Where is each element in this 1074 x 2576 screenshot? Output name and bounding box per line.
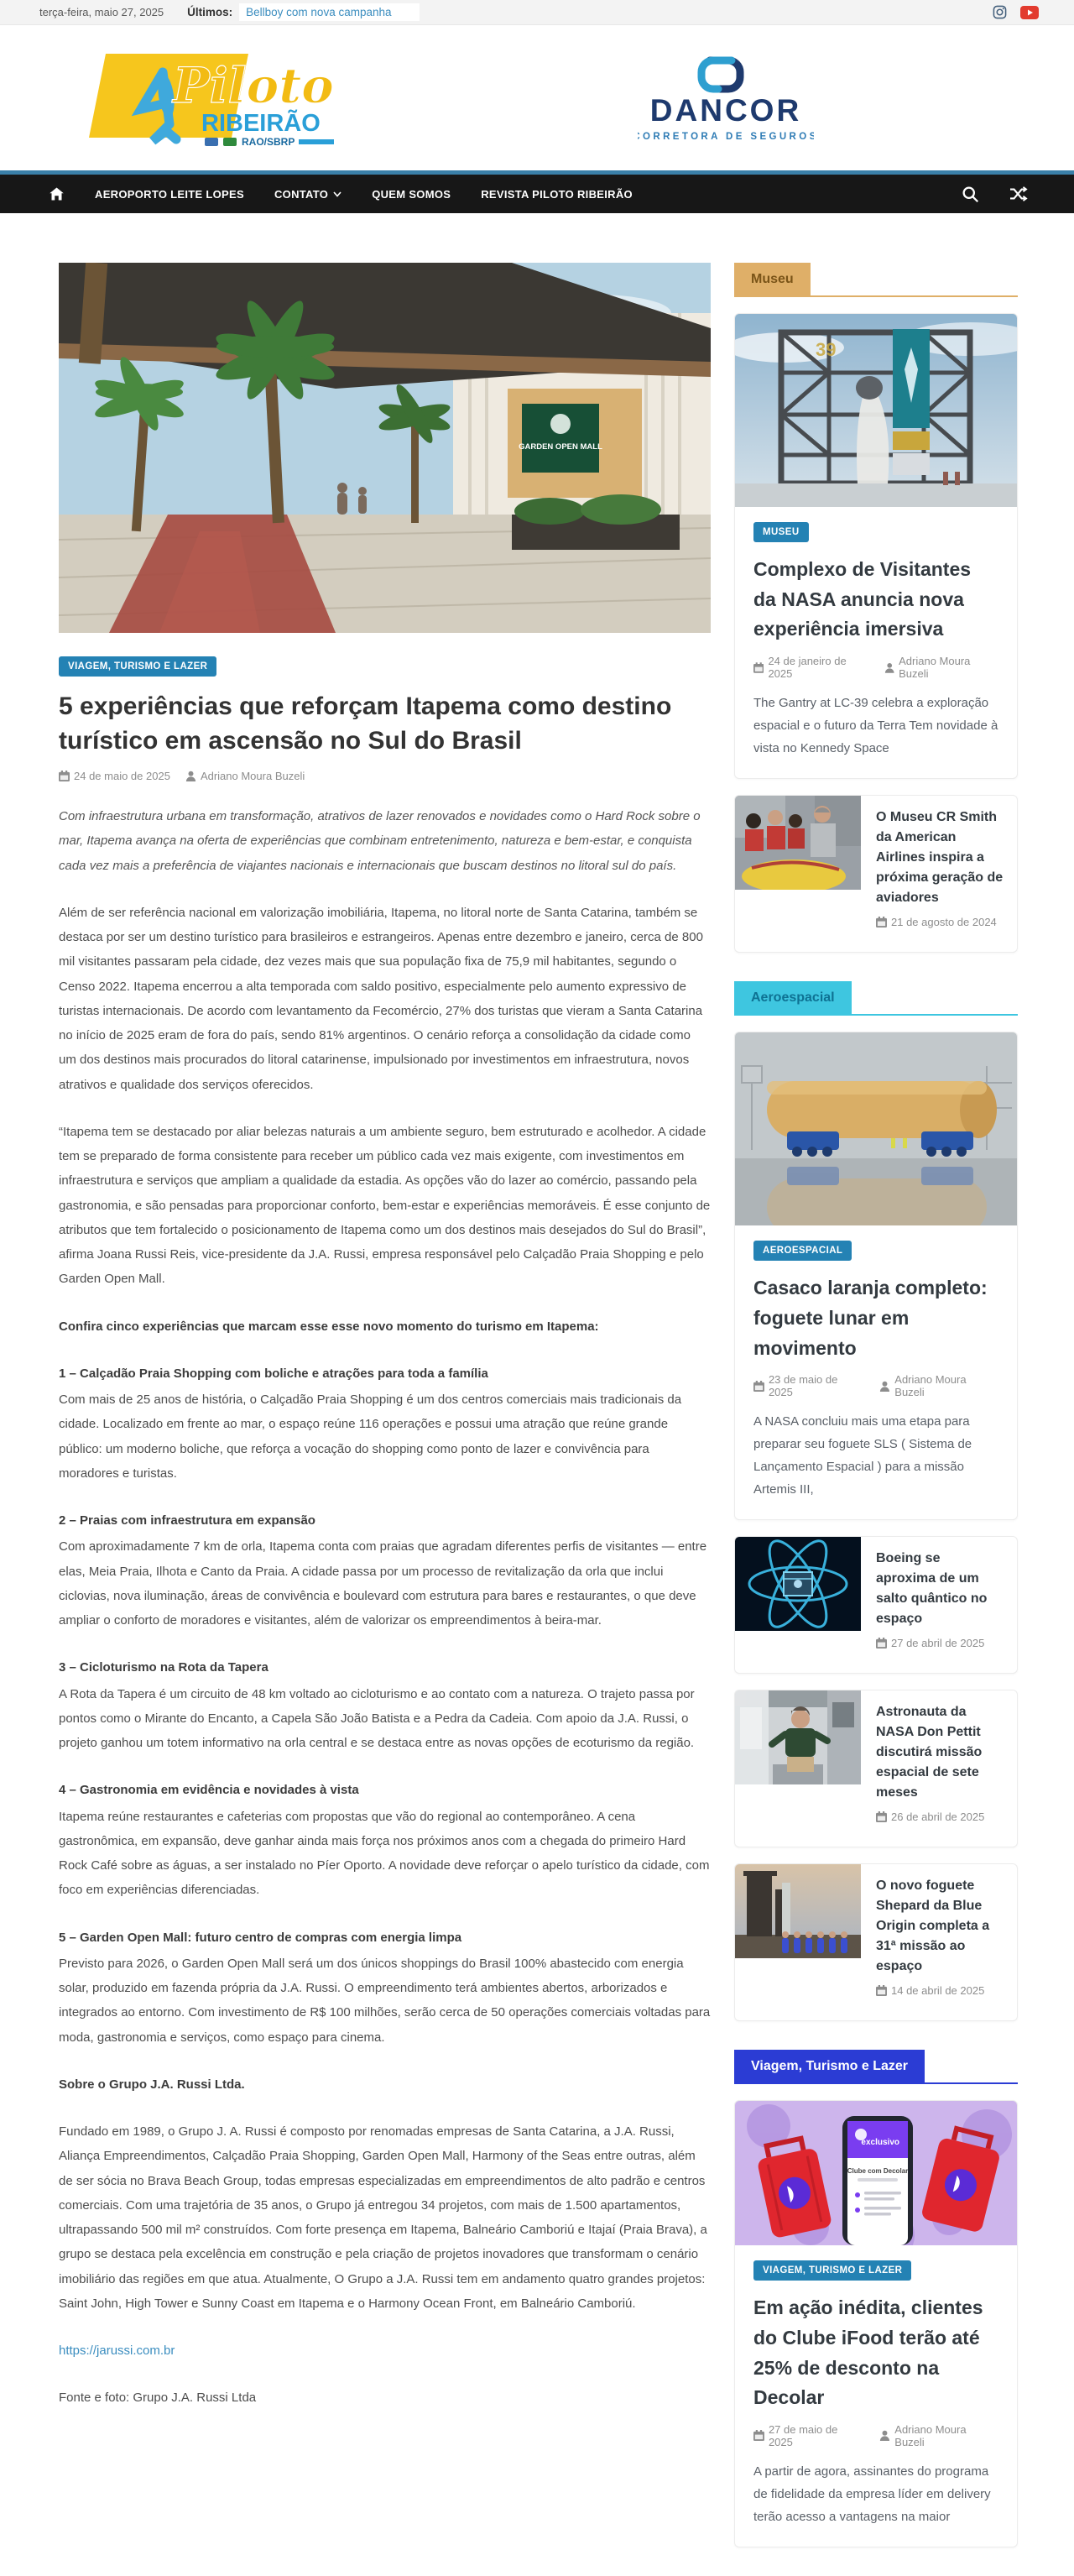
article-paragraph: Com mais de 25 anos de história, o Calçadão Praia Shopping é um dos centros comerciais mais tradicionais da cidade. Localizado em frente ao mar, o espaço reúne 116 operações e possui uma atração que reúne grande público: um moderno boliche, que reforça a vocação do shopping como ponto de lazer e convivência para moradores e turistas. [59,1393,682,1481]
article-excerpt: A partir de agora, assinantes do programa de fidelidade da empresa líder em delivery terão acesso a vantagens na maior [753,2464,991,2524]
calendar-icon [876,1985,887,1996]
search-button[interactable] [962,185,979,203]
article-body [59,804,711,2411]
home-icon [49,186,65,201]
mall-sign-text: GARDEN OPEN MALL [519,442,602,452]
sidebar-section [734,2050,1018,2547]
article-paragraph: Sobre o Grupo J.A. Russi Ltda. [59,2077,245,2092]
person-icon [879,1381,890,1392]
article-subheading: 1 – Calçadão Praia Shopping com boliche e atrações para toda a família [59,1366,488,1381]
calendar-icon [753,662,764,673]
sidebar-section [734,263,1018,953]
article-paragraph: Confira cinco experiências que marcam esse esse novo momento do turismo em Itapema: [59,1319,599,1334]
category-badge[interactable]: MUSEU [753,522,809,542]
article-hero-image [59,263,711,633]
article-thumbnail[interactable] [735,796,861,890]
home-button[interactable] [49,186,65,201]
calendar-icon [876,917,887,927]
article-source: Fonte e foto: Grupo J.A. Russi Ltda [59,2391,257,2406]
article-title-link[interactable]: Complexo de Visitantes da NASA anuncia nova experiência imersiva [753,558,972,640]
article-excerpt: A NASA concluiu mais uma etapa para preparar seu foguete SLS ( Sistema de Lançamento Espacial ) para a missão Artemis III, [753,1414,972,1497]
main-navigation [0,170,1074,213]
external-link[interactable]: https://jarussi.com.br [59,2343,175,2358]
article-thumbnail[interactable] [735,1032,1017,1225]
advertiser-logo[interactable] [638,50,814,154]
article-meta [876,1984,1004,1997]
section-title: Aeroespacial [734,981,852,1014]
article-paragraph: Itapema reúne restaurantes e cafeterias com propostas que vão do regional ao contemporâneo. A cena gastronômica, em expansão, deve ganhar ainda mais força nos próximos anos com a chegada do primeiro Hard Rock Café sobre as águas, a ser instalado no Píer Oporto. A novidade deve reforçar o apelo turístico da cidade, com foco em experiências diferenciadas. [59,1809,710,1898]
article-meta [876,916,1004,928]
section-title: Museu [734,263,811,295]
person-icon [884,662,894,673]
calendar-icon [753,2430,764,2441]
article-thumbnail[interactable] [735,1864,861,1958]
article-paragraph: Fundado em 1989, o Grupo J. A. Russi é composto por renomadas empresas de Santa Catarina, a J.A. Russi, Aliança Empreendimentos, Calçadão Praia Shopping, Garden Open Mall, Harmony of the Seas entre outras, além de ser sócia no Brava Beach Group, todas empresas especializadas em empreendimentos de alto padrão e centros comerciais. Com uma trajetória de 35 anos, o Grupo já entregou 34 projetos, com mais de 1.500 apartamentos, ultrapassando 500 mil m² construídos. Com forte presença em Itapema, Balneário Camboriú e Itajaí (Praia Brava), a grupo se destaca pela excelência em construção e pela criação de projetos inovadores que transformam o cenário imobiliário das regiões em que atua. Atualmente, O Grupo a J.A. Russi tem em andamento quatro grandes projetos: Saint John, High Tower e Sunny Coast em Itapema e o Harmony Ocean Front, em Balneário Camboriú. [59,2124,707,2311]
article-title-link[interactable]: Boeing se aproxima de um salto quântico no espaço [876,1551,988,1627]
chevron-down-icon [333,191,341,197]
article-title-link[interactable]: O novo foguete Shepard da Blue Origin completa a 31ª missão ao espaço [876,1878,990,1974]
article-title: 5 experiências que reforçam Itapema como destino turístico em ascensão no Sul do Brasil [59,692,672,755]
ticker-link[interactable]: Bellboy com nova campanha [246,6,392,18]
calendar-icon [59,771,70,781]
shuffle-icon [1009,185,1028,202]
nav-item-contato-label: CONTATO [274,187,329,201]
article-paragraph: A Rota da Tapera é um circuito de 48 km voltado ao cicloturismo e ao contato com a natureza. O trajeto passa por pontos como o Mirante do Encanto, a Capela São João Batista e a Pedra da Cadeia. Com apoio da J.A. Russi, o projeto ganhou um totem informativo na orla central e se destaca entre as novas opções de ecoturismo da região. [59,1686,695,1750]
article-author[interactable]: Adriano Moura Buzeli [879,1373,998,1398]
svg-text:exclusivo: exclusivo [861,2138,899,2148]
article-paragraph: “Itapema tem se destacado por aliar belezas naturais a um ambiente seguro, bem estruturado e acolhedor. A cidade tem se preparado de forma consistente para receber um público cada vez mais exigente, com investimentos em infraestrutura e serviços que ampliam a qualidade da estadia. As opções vão do lazer ao comércio, passando pela gastronomia, e são pensadas para proporcionar conforto, bem-estar e experiências memoráveis. É esse conjunto de atributos que tem fortalecido o posicionamento de Itapema como um dos destinos mais desejados do Sul do Brasil”, afirma Joana Russi Reis, vice-presidente da J.A. Russi, empresa responsável pelo Calçadão Praia Shopping e pelo Garden Open Mall. [59,1124,711,1287]
article-meta [876,1811,1004,1823]
latest-label: Últimos: [187,6,233,18]
flag-icon [223,138,237,146]
article-author[interactable]: Adriano Moura Buzeli [185,770,305,782]
article-link-paragraph [59,2338,711,2363]
article-meta [753,655,998,680]
article-meta [753,1373,998,1398]
article-title-link[interactable]: Astronauta da NASA Don Pettit discutirá missão espacial de sete meses [876,1705,983,1800]
article-thumbnail[interactable] [735,314,1017,507]
logo-airport-code: RAO/SBRP [242,136,295,148]
article-paragraph: Previsto para 2026, o Garden Open Mall será um dos únicos shoppings do Brasil 100% abastecido com energia solar, produzido em fazenda própria da J.A. Russi. O empreendimento terá ambientes abertos, arborizados e integrados ao entorno. Com investimento de R$ 100 milhões, serão cerca de 50 operações comerciais voltadas para moda, gastronomia e serviços, como espaço para cinema. [59,1956,711,2045]
article-date: 14 de abril de 2025 [876,1984,984,1997]
article-meta [876,1637,1004,1649]
article-excerpt: The Gantry at LC-39 celebra a exploração espacial e o futuro da Terra Tem novidade à vista no Kennedy Space [753,696,998,756]
logo-word-ribeirao: RIBEIRÃO [201,110,321,137]
nav-item-contato[interactable] [274,188,341,201]
article-title-link[interactable]: O Museu CR Smith da American Airlines inspira a próxima geração de aviadores [876,810,1004,906]
article-subheading: 4 – Gastronomia em evidência e novidades à vista [59,1783,359,1798]
calendar-icon [876,1811,887,1822]
related-article-card [734,1536,1018,1674]
article-date: 23 de maio de 2025 [753,1373,864,1398]
instagram-icon[interactable] [993,5,1007,19]
top-bar [0,0,1074,25]
flag-icon [205,138,218,146]
article-date: 21 de agosto de 2024 [876,916,997,928]
article-date: 27 de abril de 2025 [876,1637,984,1649]
article-date: 26 de abril de 2025 [876,1811,984,1823]
person-icon [879,2430,890,2441]
related-article-card [734,1863,1018,2021]
article-thumbnail[interactable] [735,2101,1017,2245]
section-header [734,2050,1018,2084]
article-paragraph: Com infraestrutura urbana em transformação, atrativos de lazer renovados e novidades como o Hard Rock sobre o mar, Itapema avança na oferta de experiências que combinam entretenimento, natureza e bem-estar, e conquista cada vez mais a preferência de viajantes nacionais e internacionais que buscam destinos no litoral sul do país. [59,809,701,873]
advertiser-tagline: CORRETORA DE SEGUROS [638,132,814,142]
svg-text:Clube com Decolar: Clube com Decolar [847,2167,909,2176]
calendar-icon [876,1638,887,1649]
youtube-icon[interactable] [1020,6,1039,19]
section-header [734,981,1018,1016]
article-subheading: 3 – Cicloturismo na Rota da Tapera [59,1660,268,1675]
article-subheading: 2 – Praias com infraestrutura em expansão [59,1513,315,1528]
featured-article-card [734,313,1018,779]
logo-word-piloto: Piloto [173,57,334,114]
news-ticker [239,3,420,21]
sidebar-section [734,981,1018,2021]
related-article-card [734,795,1018,953]
article-title-link[interactable]: Em ação inédita, clientes do Clube iFood terão até 25% de desconto na Decolar [753,2296,983,2409]
calendar-icon [753,1381,764,1392]
article-date: 27 de maio de 2025 [753,2423,864,2448]
current-date: terça-feira, maio 27, 2025 [39,6,164,18]
section-header [734,263,1018,297]
sidebar [734,263,1018,2576]
nav-item-aeroporto[interactable]: AEROPORTO LEITE LOPES [95,187,244,201]
random-post-button[interactable] [1009,185,1028,203]
article-category-badge[interactable]: VIAGEM, TURISMO E LAZER [59,656,216,677]
nav-item-revista[interactable]: REVISTA PILOTO RIBEIRÃO [481,187,633,201]
article-date: 24 de janeiro de 2025 [753,655,869,680]
article-paragraph: Com aproximadamente 7 km de orla, Itapema conta com praias que agradam diferentes perfis de visitantes — entre elas, Meia Praia, Ilhota e Canto da Praia. A cidade passa por um processo de revitalização da orla que inclui ciclovias, nova iluminação, áreas de convivência e boulevard com estrutura para bares e restaurantes, o que deve ampliar o conforto de moradores e visitantes, além de valorizar os empreendimentos à beira-mar. [59,1539,707,1628]
dancor-d-icon [701,60,740,89]
category-badge[interactable]: VIAGEM, TURISMO E LAZER [753,2260,911,2281]
article-paragraph: Além de ser referência nacional em valorização imobiliária, Itapema, no litoral norte de Santa Catarina, também se destaca por ser um destino turístico para brasileiros e estrangeiros. Apenas entre dezembro e janeiro, cerca de 800 mil visitantes passaram pela cidade, dez vezes mais que sua população fixa de 75,9 mil habitantes, segundo o Censo 2022. Itapema encerrou a alta temporada com saldo positivo, especialmente pelo aumento expressivo de turistas internacionais. De acordo com levantamento da Fecomércio, 27% dos turistas que vieram a Santa Catarina no início de 2025 eram de fora do país, sendo 81% argentinos. O cenário reforça a consolidação da cidade como um dos destinos mais procurados do litoral catarinense, impulsionado por investimentos em infraestrutura, novos atrativos e qualidade dos serviços oferecidos. [59,905,703,1092]
article-thumbnail[interactable] [735,1690,861,1784]
article-date: 24 de maio de 2025 [59,770,170,782]
article-title-link[interactable]: Casaco laranja completo: foguete lunar em movimento [753,1277,988,1359]
site-header [0,25,1074,170]
article-author[interactable]: Adriano Moura Buzeli [884,655,998,680]
article-thumbnail[interactable] [735,1537,861,1631]
featured-article-card [734,1032,1018,1520]
article-meta [753,2423,998,2448]
site-logo[interactable] [82,44,334,159]
related-article-card [734,1690,1018,1847]
person-icon [185,771,196,781]
featured-article-card [734,2100,1018,2547]
svg-text:39: 39 [816,339,837,361]
article-subheading: 5 – Garden Open Mall: futuro centro de compras com energia limpa [59,1930,462,1945]
section-title: Viagem, Turismo e Lazer [734,2050,925,2082]
article [59,263,711,2433]
category-badge[interactable]: AEROESPACIAL [753,1241,852,1261]
article-author[interactable]: Adriano Moura Buzeli [879,2423,998,2448]
article-meta [59,770,711,782]
search-icon [962,185,979,203]
advertiser-name: DANCOR [649,93,802,128]
nav-item-quem-somos[interactable]: QUEM SOMOS [372,187,451,201]
